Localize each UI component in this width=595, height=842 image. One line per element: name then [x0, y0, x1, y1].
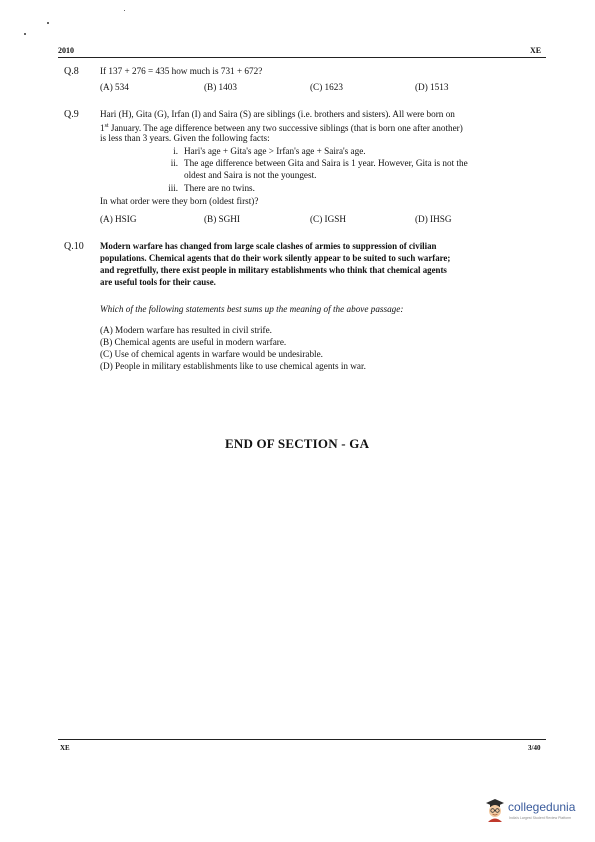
- question-number: Q.8: [64, 66, 79, 77]
- fact-number: iii.: [168, 183, 178, 193]
- brand-tagline: India's Largest Student Review Platform: [509, 816, 572, 820]
- option-a: (A) 534: [100, 82, 129, 92]
- option-b: (B) 1403: [204, 82, 237, 92]
- question-number: Q.10: [64, 241, 84, 252]
- fact-number: ii.: [170, 158, 178, 168]
- graduate-avatar-icon: [484, 796, 506, 822]
- fact-text: Hari's age + Gita's age > Irfan's age + Saira's age.: [184, 146, 366, 156]
- date-ordinal: st: [104, 123, 109, 129]
- question-ask: In what order were they born (oldest first)?: [100, 196, 259, 206]
- option-a: (A) Modern warfare has resulted in civil strife.: [100, 325, 272, 335]
- brand-name: collegedunia: [508, 800, 576, 814]
- footer-paper-code: XE: [60, 744, 70, 752]
- question-number: Q.9: [64, 109, 79, 120]
- option-d: (D) People in military establishments like to use chemical agents in war.: [100, 361, 366, 371]
- fact-text: The age difference between Gita and Saira is 1 year. However, Gita is not the: [184, 158, 468, 168]
- header-paper-code: XE: [530, 46, 542, 55]
- section-end-heading: END OF SECTION - GA: [225, 436, 370, 451]
- fact-number: i.: [173, 146, 178, 156]
- option-b: (B) SGHI: [204, 214, 240, 224]
- date-rest: January. The age difference between any two successive siblings (that is born one after another): [108, 123, 463, 134]
- scan-mark: [47, 22, 49, 24]
- footer-rule: [58, 739, 546, 740]
- header-rule: [58, 57, 546, 58]
- option-d: (D) IHSG: [415, 214, 452, 224]
- option-d: (D) 1513: [415, 82, 449, 92]
- brand-logo: [484, 796, 574, 826]
- option-c: (C) Use of chemical agents in warfare would be undesirable.: [100, 349, 323, 359]
- question-ask: Which of the following statements best sums up the meaning of the above passage:: [100, 304, 404, 314]
- question-text-line: is less than 3 years. Given the following facts:: [100, 133, 270, 143]
- passage-line: and regretfully, there exist people in military establishments who think that chemical agents: [100, 265, 447, 275]
- fact-text: oldest and Saira is not the youngest.: [184, 170, 317, 180]
- option-a: (A) HSIG: [100, 214, 137, 224]
- question-text: If 137 + 276 = 435 how much is 731 + 672?: [100, 66, 263, 76]
- passage-line: Modern warfare has changed from large scale clashes of armies to suppression of civilian: [100, 241, 437, 251]
- option-c: (C) 1623: [310, 82, 343, 92]
- fact-text: There are no twins.: [184, 183, 255, 193]
- option-b: (B) Chemical agents are useful in modern warfare.: [100, 337, 287, 347]
- passage-line: are useful tools for their cause.: [100, 277, 216, 287]
- question-text-line: Hari (H), Gita (G), Irfan (I) and Saira (S) are siblings (i.e. brothers and sisters). All were born on: [100, 109, 455, 119]
- scan-mark: [24, 33, 26, 35]
- passage-line: populations. Chemical agents that do their work silently appear to be suited to such warfare;: [100, 253, 451, 263]
- option-c: (C) IGSH: [310, 214, 346, 224]
- date-day: 1: [100, 123, 105, 134]
- scan-mark: [124, 10, 125, 11]
- footer-page-number: 3/40: [528, 744, 541, 752]
- header-year: 2010: [58, 46, 74, 55]
